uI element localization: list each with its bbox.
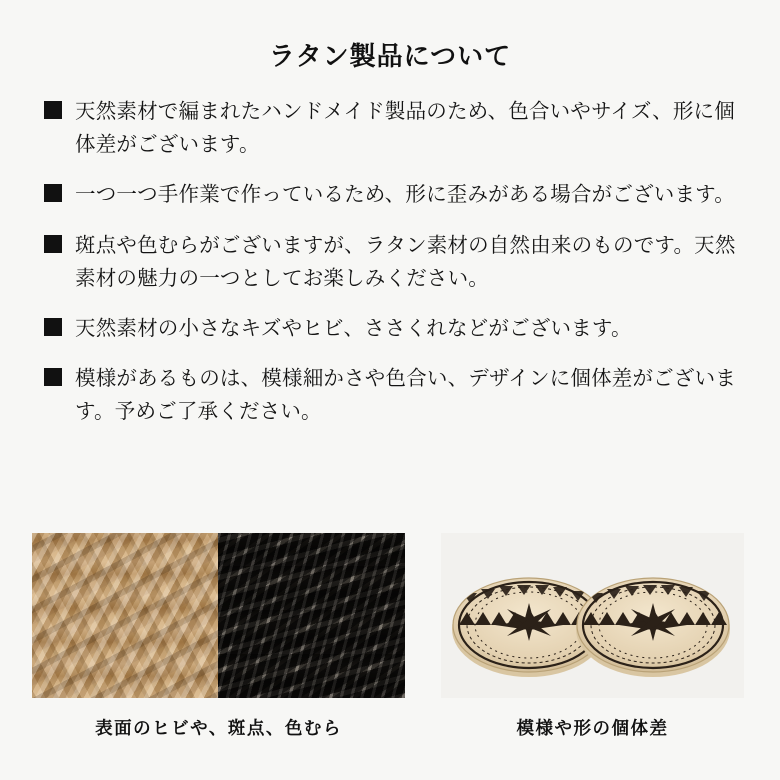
- square-bullet-icon: [44, 368, 62, 386]
- notes-list: [44, 95, 736, 429]
- note-text: 斑点や色むらがございますが、ラタン素材の自然由来のものです。天然素材の魅力の一つとしてお楽しみください。: [75, 233, 736, 290]
- square-bullet-icon: [44, 184, 62, 202]
- page-title: ラタン製品について: [268, 41, 512, 71]
- note-text: 一つ一つ手作業で作っているため、形に歪みがある場合がございます。: [75, 183, 735, 207]
- list-item: [44, 178, 736, 211]
- square-bullet-icon: [44, 318, 62, 336]
- square-bullet-icon: [44, 235, 62, 253]
- note-text: 模様があるものは、模様細かさや色合い、デザインに個体差がございます。予めご了承ください。: [75, 367, 736, 424]
- note-text: 天然素材の小さなキズやヒビ、ささくれなどがございます。: [75, 317, 632, 341]
- photo-section: [32, 533, 748, 740]
- patterned-baskets-photo: [441, 533, 744, 698]
- square-bullet-icon: [44, 101, 62, 119]
- photo-caption: 表面のヒビや、斑点、色むら: [95, 718, 342, 738]
- note-text: 天然素材で編まれたハンドメイド製品のため、色合いやサイズ、形に個体差がございます。: [75, 100, 735, 157]
- light-rattan-weave-photo: [32, 533, 218, 698]
- photo-caption: 模様や形の個体差: [516, 718, 669, 738]
- dark-rattan-weave-photo: [218, 533, 405, 698]
- photo-row: [441, 533, 744, 698]
- list-item: [44, 229, 736, 295]
- list-item: [44, 362, 736, 428]
- photo-row: [32, 533, 405, 698]
- list-item: [44, 95, 736, 161]
- photo-group-surface: [32, 533, 405, 740]
- photo-group-pattern: [441, 533, 744, 740]
- list-item: [44, 312, 736, 345]
